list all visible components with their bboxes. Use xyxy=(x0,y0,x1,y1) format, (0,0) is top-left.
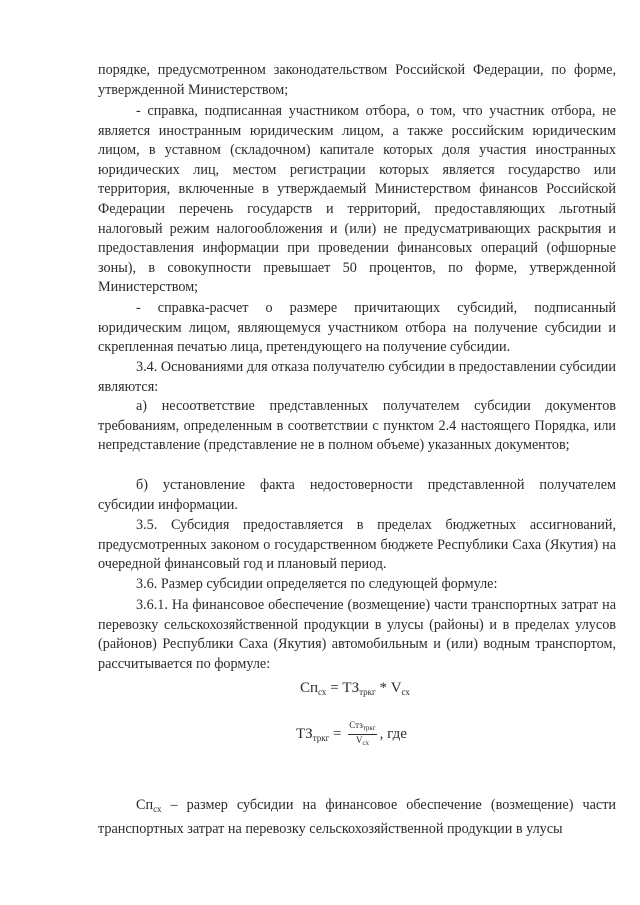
paragraph-3-4-b: б) установление факта недостоверности представленной получателем субсидии информации. xyxy=(98,477,616,513)
paragraph-3-6: 3.6. Размер субсидии определяется по следующей формуле: xyxy=(136,576,498,592)
paragraph-3-4-a: а) несоответствие представленных получателем субсидии документов требованиям, определенным в соответствии с пунктом 2.4 настоящего Порядка, или непредставление (представление не в полном объеме) указанных документов; xyxy=(98,398,616,454)
formula2-eq: = xyxy=(333,725,342,742)
paragraph-definition xyxy=(98,796,616,839)
formula2-lhs: ТЗ xyxy=(296,725,313,742)
formula1-operator: * xyxy=(379,680,387,696)
paragraph-3-6-1: 3.6.1. На финансовое обеспечение (возмещение) части транспортных затрат на перевозку сельскохозяйственной продукции в улусы (районы) и в пределах улусов (районов) Республики Саха (Якутия) автомобильным и (или) водным транспортом, рассчитывается по формуле: xyxy=(98,597,616,672)
paragraph-3-4: 3.4. Основаниями для отказа получателю субсидии в предоставлении субсидии являются: xyxy=(98,359,616,395)
formula2-denominator xyxy=(348,735,376,749)
formula2-tail: , где xyxy=(379,725,407,742)
formula1-term2: V xyxy=(390,680,402,696)
definition-term: Сп xyxy=(136,797,154,813)
formula2-num-text: Стз xyxy=(349,720,363,730)
formula-subsidy-amount xyxy=(300,679,410,703)
paragraph-continuation: порядке, предусмотренном законодательством Российской Федерации, по форме, утвержденной Министерством; xyxy=(98,62,616,98)
formula1-term2-sub: сх xyxy=(401,687,410,697)
definition-term-sub: сх xyxy=(153,804,162,814)
formula2-lhs-sub: тркг xyxy=(312,732,330,743)
definition-text: – размер субсидии на финансовое обеспечение (возмещение) части транспортных затрат на перевозку сельскохозяйственной продукции в улусы xyxy=(98,797,616,837)
formula2-num-sub: тркг xyxy=(362,724,376,732)
formula1-lhs-sub: сх xyxy=(318,687,327,697)
formula2-den-text: V xyxy=(355,735,363,745)
formula2-numerator xyxy=(348,720,376,735)
paragraph-3-5: 3.5. Субсидия предоставляется в пределах бюджетных ассигнований, предусмотренных законом о государственном бюджете Республики Саха (Якутия) на очередной финансовый год и плановый период. xyxy=(98,517,616,573)
formula1-lhs: Сп xyxy=(300,680,319,696)
formula1-term1-sub: тркг xyxy=(359,687,376,697)
paragraph-foreign-entity-certificate: - справка, подписанная участником отбора, о том, что участник отбора, не является иностранным юридическим лицом, а также российским юридическим лицом, в уставном (складочном) капитале которых доля участия иностранных юридических лиц, местом регистрации которых является государство или территория, включенные в утверждаемый Министерством финансов Российской Федерации перечень государств и территорий, предоставляющих льготный налоговый режим налогообложения и (или) не предусматривающих раскрытия и предоставления информации при проведении финансовых операций (офшорные зоны), в совокупности превышает 50 процентов, по форме, утвержденной Министерством; xyxy=(98,103,616,296)
formula2-den-sub: сх xyxy=(362,739,369,747)
formula1-term1: ТЗ xyxy=(342,680,360,696)
paragraph-subsidy-calculation-certificate: - справка-расчет о размере причитающих субсидий, подписанный юридическим лицом, являющемуся участником отбора на получение субсидии и скрепленная печатью лица, претендующего на получение субсидии. xyxy=(98,300,616,356)
formula2-fraction xyxy=(348,720,376,749)
formula-transport-costs xyxy=(296,720,407,749)
formula1-eq: = xyxy=(330,680,339,696)
